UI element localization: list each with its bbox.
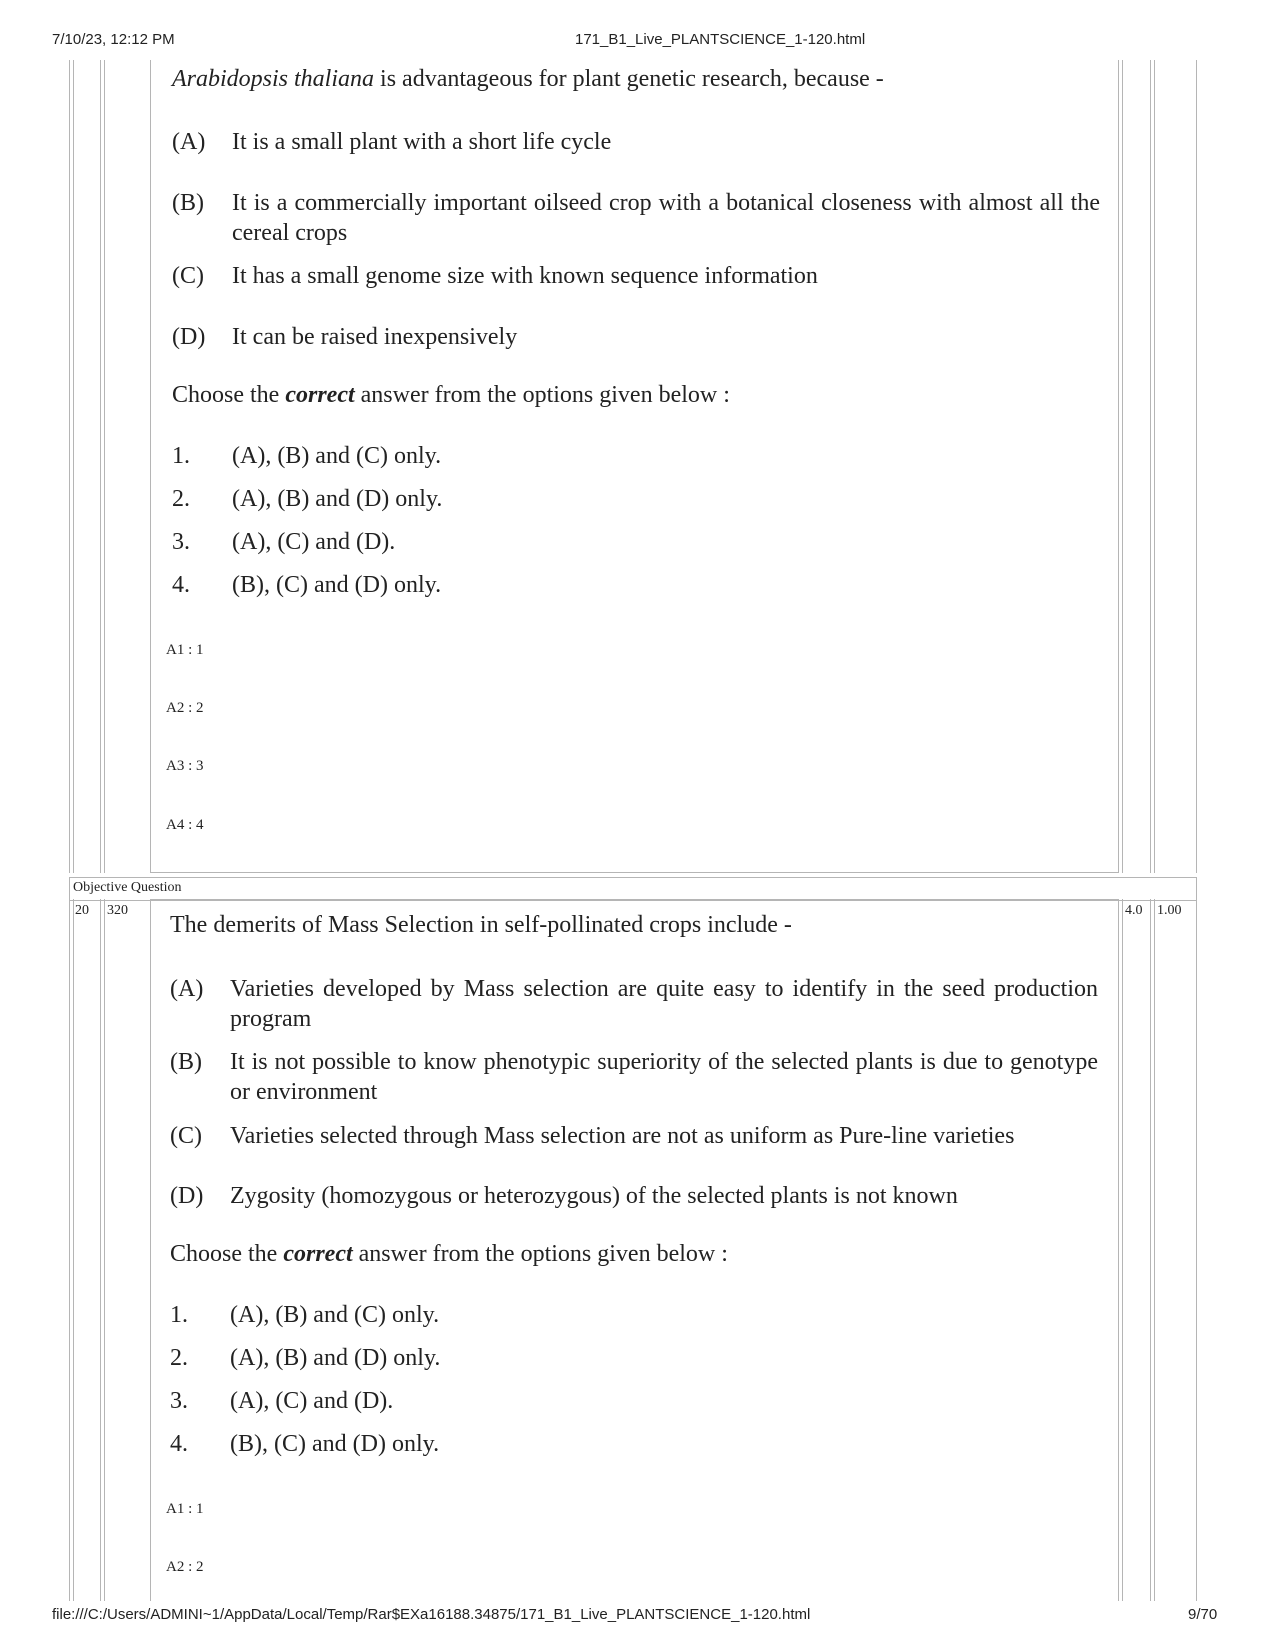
answer-key-a2: A2 : 2 bbox=[166, 700, 204, 716]
question-type-label: Objective Question bbox=[73, 880, 182, 895]
question-id: 320 bbox=[107, 903, 128, 918]
print-datetime: 7/10/23, 12:12 PM bbox=[52, 31, 175, 48]
marks-value: 4.0 bbox=[1125, 903, 1143, 918]
choose-instruction: Choose the correct answer from the options given below : bbox=[172, 382, 730, 408]
answer-key-a2: A2 : 2 bbox=[166, 1559, 204, 1575]
question-stem: Arabidopsis thaliana is advantageous for plant genetic research, because - bbox=[172, 66, 884, 92]
choose-instruction: Choose the correct answer from the options given below : bbox=[170, 1241, 728, 1267]
print-file-path: file:///C:/Users/ADMINI~1/AppData/Local/Temp/Rar$EXa16188.34875/171_B1_Live_PLANTSCIENCE_1-120.html bbox=[52, 1606, 811, 1623]
answer-key-a1: A1 : 1 bbox=[166, 1501, 204, 1517]
print-title: 171_B1_Live_PLANTSCIENCE_1-120.html bbox=[575, 31, 866, 48]
answer-key-a4: A4 : 4 bbox=[166, 817, 204, 833]
print-page-number: 9/70 bbox=[1188, 1606, 1218, 1623]
question-stem: The demerits of Mass Selection in self-pollinated crops include - bbox=[170, 912, 792, 938]
negative-marks-value: 1.00 bbox=[1157, 903, 1182, 918]
serial-number: 20 bbox=[75, 903, 89, 918]
answer-key-a1: A1 : 1 bbox=[166, 642, 204, 658]
answer-key-a3: A3 : 3 bbox=[166, 758, 204, 774]
